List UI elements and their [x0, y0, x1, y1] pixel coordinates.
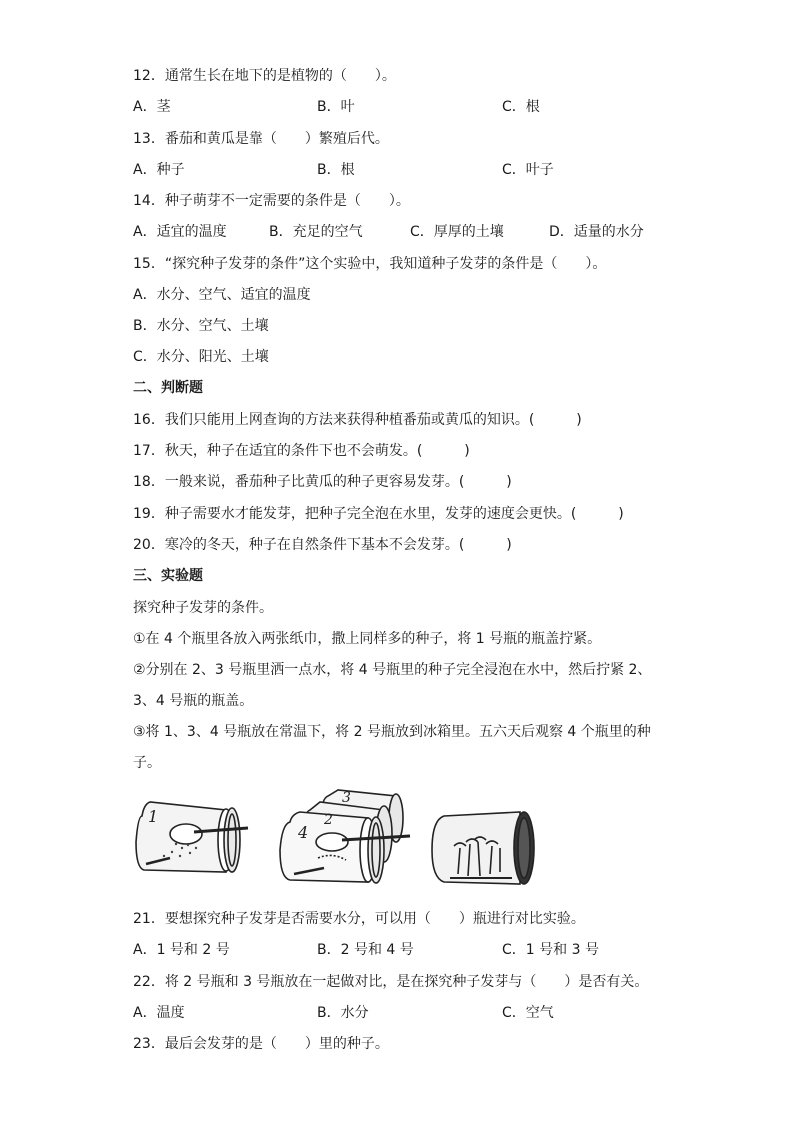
- experiment-step-3: ③将 1、3、4 号瓶放在常温下，将 2 号瓶放到冰箱里。五六天后观察 4 个瓶里的种: [133, 724, 651, 740]
- question-15-stem: 15．“探究种子发芽的条件”这个实验中，我知道种子发芽的条件是（ ）。: [133, 256, 607, 272]
- section-2-title: 二、判断题: [133, 380, 203, 396]
- question-14-option-b: B．充足的空气: [269, 224, 363, 240]
- jar-label-3: 3: [342, 790, 351, 806]
- experiment-step-1: ①在 4 个瓶里各放入两张纸巾，撒上同样多的种子，将 1 号瓶的瓶盖拧紧。: [133, 631, 602, 647]
- question-13-option-a: A．种子: [133, 162, 185, 178]
- question-13-option-c: C．叶子: [502, 162, 554, 178]
- judgement-item-17: 17．秋天，种子在适宜的条件下也不会萌发。( ): [133, 443, 470, 459]
- experiment-step-2-cont: 3、4 号瓶的瓶盖。: [133, 693, 254, 709]
- question-22-option-c: C．空气: [502, 1005, 554, 1021]
- section-3-title: 三、实验题: [133, 568, 203, 584]
- question-12-option-a: A．茎: [133, 99, 171, 115]
- question-15-option-b: B．水分、空气、土壤: [133, 318, 269, 334]
- question-21-option-c: C．1 号和 3 号: [502, 942, 599, 958]
- judgement-item-19: 19．种子需要水才能发芽，把种子完全泡在水里，发芽的速度会更快。( ): [133, 506, 624, 522]
- experiment-intro: 探究种子发芽的条件。: [133, 600, 273, 616]
- question-13-stem: 13．番茄和黄瓜是靠（ ）繁殖后代。: [133, 131, 389, 147]
- question-13-option-b: B．根: [317, 162, 355, 178]
- question-22-option-a: A．温度: [133, 1005, 185, 1021]
- jar-sprouting: [432, 812, 534, 884]
- question-14-stem: 14．种子萌芽不一定需要的条件是（ ）。: [133, 193, 410, 209]
- question-21-stem: 21．要想探究种子发芽是否需要水分，可以用（ ）瓶进行对比实验。: [133, 911, 585, 927]
- question-21-option-b: B．2 号和 4 号: [317, 942, 414, 958]
- judgement-item-16: 16．我们只能用上网查询的方法来获得种植番茄或黄瓜的知识。( ): [133, 412, 582, 428]
- question-12-stem: 12．通常生长在地下的是植物的（ ）。: [133, 68, 396, 84]
- experiment-step-2: ②分别在 2、3 号瓶里洒一点水，将 4 号瓶里的种子完全浸泡在水中，然后拧紧 2、: [133, 662, 652, 678]
- question-14-option-a: A．适宜的温度: [133, 224, 227, 240]
- judgement-item-20: 20．寒冷的冬天，种子在自然条件下基本不会发芽。( ): [133, 537, 512, 553]
- jar-label-1: 1: [148, 807, 159, 826]
- question-14-option-c: C．厚厚的土壤: [410, 224, 504, 240]
- question-15-option-a: A．水分、空气、适宜的温度: [133, 287, 311, 303]
- jar-label-2: 2: [324, 812, 333, 828]
- question-14-option-d: D．适量的水分: [549, 224, 644, 240]
- question-15-option-c: C．水分、阳光、土壤: [133, 349, 269, 365]
- experiment-jars-figure: [128, 782, 548, 892]
- judgement-item-18: 18．一般来说，番茄种子比黄瓜的种子更容易发芽。( ): [133, 474, 512, 490]
- question-23-stem: 23．最后会发芽的是（ ）里的种子。: [133, 1036, 389, 1052]
- question-22-option-b: B．水分: [317, 1005, 369, 1021]
- jar-label-4: 4: [298, 823, 309, 842]
- question-12-option-c: C．根: [502, 99, 540, 115]
- experiment-step-3-cont: 子。: [133, 755, 161, 771]
- question-22-stem: 22．将 2 号瓶和 3 号瓶放在一起做对比，是在探究种子发芽与（ ）是否有关。: [133, 974, 649, 990]
- question-21-option-a: A．1 号和 2 号: [133, 942, 230, 958]
- question-12-option-b: B．叶: [317, 99, 355, 115]
